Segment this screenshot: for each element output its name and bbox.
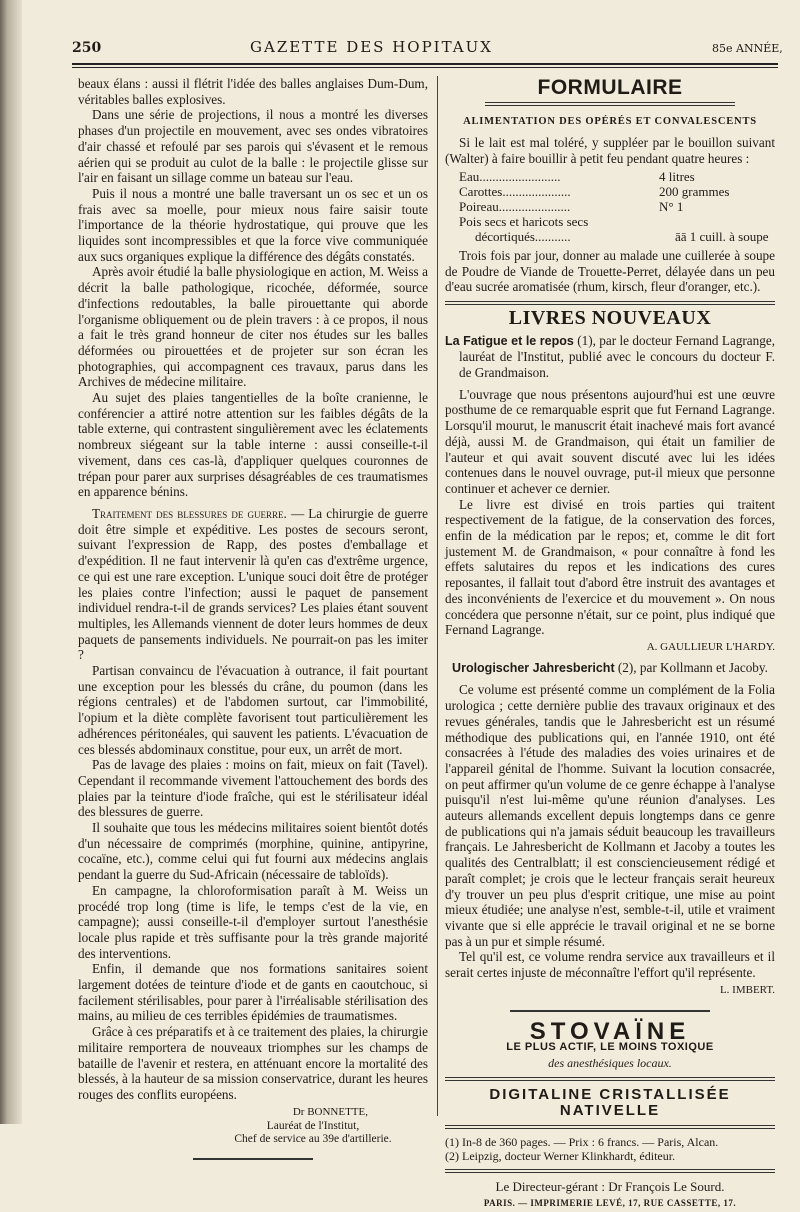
- author-title: Lauréat de l'Institut,: [266, 1120, 360, 1133]
- recipe-item: décortiqués........... āā 1 cuill. à soupe: [475, 228, 769, 244]
- paragraph: En campagne, la chloroformisation paraît à M. Weiss un procédé trop long (time is life, le temps c'est de la vie, en campagne); aussi conseille-t-il d'employer surtout l'anesthésie locale plus rapide et très suffisante pour la très grande majorité des interventions.: [78, 882, 428, 961]
- header-rule-thin: [72, 67, 778, 68]
- header-rule: [72, 63, 778, 65]
- paragraph: Après avoir étudié la balle physiologique en action, M. Weiss a décrit la balle pathologique, ricochée, déformée, source d'infections redoutables, la balle pirouettante qui aborde l'organisme obliquement ou de plein travers : à ce propos, il nous a fait le très grand honneur de citer nos études sur les balles déformées ou pirouettées et de projeter sur son écran les photographies, qui accompagnent ces travaux, parus dans les Archives de médecine militaire.: [78, 264, 428, 390]
- year-label: 85e ANNÉE,: [712, 42, 783, 55]
- column-divider: [437, 76, 438, 1116]
- section-heading: Traitement des blessures de guerre.: [92, 505, 287, 521]
- paragraph: L'ouvrage que nous présentons aujourd'hui est une œuvre posthume de ce remarquable esprit que fut Fernand Lagrange. Lorsqu'il mourut, le manuscrit était inachevé mais fort avancé déjà, aussi M. de Grandmaison, qui était un familier de l'auteur et qui avait souvent discuté avec lui les idées contenues dans le nouvel ouvrage, put-il mieux que personne continuer et achever ce dernier.: [445, 386, 775, 496]
- page-number: 250: [72, 40, 102, 56]
- footnote: (1) In-8 de 360 pages. — Prix : 6 francs. — Paris, Alcan.: [445, 1134, 719, 1149]
- page-edge: [0, 0, 22, 1124]
- paragraph: Tel qu'il est, ce volume rendra service aux travailleurs et il serait certes injuste de méconnaître l'effort qu'il représente.: [445, 949, 775, 981]
- section-rule: [445, 301, 775, 305]
- recipe-list: [445, 169, 775, 244]
- ad-stovaine-subline: des anesthésiques locaux.: [548, 1055, 672, 1070]
- paragraph: beaux élans : aussi il flétrit l'idée des balles anglaises Dum-Dum, véritables balles explosives.: [78, 76, 428, 107]
- heading-rule: [485, 102, 735, 106]
- ad-rule: [445, 1002, 775, 1018]
- book-meta: (1), par le docteur Fernand Lagrange, lauréat de l'Institut, publié avec le concours du docteur F. de Grandmaison.: [459, 332, 775, 381]
- paragraph: Enfin, il demande que nos formations sanitaires soient largement dotées de teinture d'iode et de gants en caoutchouc, si facilement stérilisables, pour parer à l'irréalisable stérilisation des mains, au milieu de ces terribles épidémies de traumatismes.: [78, 961, 428, 1024]
- directeur-gerant: Le Directeur-gérant : Dr François Le Sourd.: [495, 1178, 725, 1194]
- recipe-item: Poireau...................... N° 1: [459, 198, 684, 214]
- paragraph: Partisan convaincu de l'évacuation à outrance, il fait pourtant une exception pour les blessés du crâne, du poumon (dans les régions centrales) et de l'abdomen surtout, car l'immobilité, l'opium et la diète complète favorisent tout particulièrement les adhérences péritonéales, qui sauvent les patients. L'évacuation de ces blessés abdominaux constitue, pour eux, un arrêt de mort.: [78, 663, 428, 757]
- footer-rule: [445, 1169, 775, 1173]
- author-affiliation: Chef de service au 39e d'artillerie.: [234, 1133, 392, 1146]
- left-column: [78, 76, 428, 1170]
- ad-digitaline: DIGITALINE CRISTALLISÉE NATIVELLE: [489, 1086, 731, 1119]
- paragraph: Au sujet des plaies tangentielles de la boîte cranienne, le conférencier a attiré notre attention sur les faibles dégâts de la table externe, qui contrastent singulièrement avec les éclatements nombreux siégeant sur la table interne : aussi conseille-t-il vivement, dans ces cas-là, d'appliquer quelques couronnes de trépan pour parer aux surprises désagréables de ces traumatismes en apparence bénins.: [78, 390, 428, 500]
- recipe-item: Eau......................... 4 litres: [459, 168, 695, 184]
- recipe-item: Carottes..................... 200 grammes: [459, 183, 730, 199]
- ad-rule: [445, 1125, 775, 1129]
- author-signature: Dr BONNETTE,: [292, 1105, 368, 1118]
- end-ornament: [78, 1150, 428, 1166]
- paragraph: Grâce à ces préparatifs et à ce traitement des plaies, la chirurgie militaire remportera de nouveaux triomphes sur les champs de bataille de l'avenir et restera, en atténuant encore la mortalité des blessés, à la hauteur de sa mission conservatrice, durant les heures rouges des conflits européens.: [78, 1024, 428, 1102]
- book-meta: (2), par Kollmann et Jacoby.: [614, 659, 768, 675]
- running-title: GAZETTE DES HOPITAUX: [250, 38, 493, 56]
- ad-stovaine-tagline: LE PLUS ACTIF, LE MOINS TOXIQUE: [506, 1040, 714, 1053]
- review-signature: L. IMBERT.: [719, 983, 775, 996]
- paragraph: Puis il nous a montré une balle traversant un os sec et un os frais avec sa moelle, pour mieux nous faire saisir toute l'importance de la théorie hydrostatique, qui prouve que les liquides sont incompressibles et que la force vive communiquée aux sucs organiques explique la différence des dégâts constatés.: [78, 185, 428, 264]
- paragraph: Il souhaite que tous les médecins militaires soient bientôt dotés d'un nécessaire de comprimés (morphine, quinine, antipyrine, cocaïne, etc.), comme celui qui fut fourni aux médecins anglais pendant la guerre du Sud-Africain (nécessaire de tabloïds).: [78, 820, 428, 883]
- formulaire-subtitle: ALIMENTATION DES OPÉRÉS ET CONVALESCENTS: [463, 115, 757, 127]
- ad-rule: [445, 1077, 775, 1081]
- livres-heading: LIVRES NOUVEAUX: [508, 306, 712, 329]
- section-text: — La chirurgie de guerre doit être simple et expéditive. Les postes de secours seront, suivant l'expression de Rapp, des postes d'emballage et d'expédition. Il ne faut intervenir là qu'en cas d'extrême urgence, ce qui est une rare exception. L'unique souci doit être de protéger les plaies contre l'infection; aussi le paquet de pansement individuel rendra-t-il de grands services? Les plaies étant souvent multiples, les Allemands viennent de doter leurs hommes de deux paquets de pansements individuels. Ne pourrait-on pas les imiter ?: [78, 505, 428, 663]
- book-entry: [445, 660, 775, 677]
- paragraph: Pas de lavage des plaies : moins on fait, mieux on fait (Tavel). Cependant il recommande vivement l'attouchement des bords des plaies par la teinture d'iode fraîche, qui est le stérilisateur idéal des blessures de guerre.: [78, 757, 428, 820]
- formulaire-heading: FORMULAIRE: [537, 76, 683, 99]
- ad-stovaine: STOVAÏNE: [529, 1018, 691, 1046]
- recipe-intro: Si le lait est mal toléré, y suppléer par le bouillon suivant (Walter) à faire bouillir à petit feu pendant quatre heures :: [445, 135, 775, 167]
- paragraph: Dans une série de projections, il nous a montré les diverses phases d'un projectile en mouvement, avec ses ondes vibratoires d'air chassé et refoulé par ses parois qui s'évasent et le remous aérien qui se produit au culot de la balle : le projectile glisse sur l'air en faisant un sillage comme un bateau sur l'eau.: [78, 107, 428, 186]
- paragraph: Ce volume est présenté comme un complément de la Folia urologica ; cette dernière publie des travaux originaux et des revues générales, tandis que le Jahresbericht est un résumé méthodique des publications qui, en l'année 1910, ont été consacrées à l'étude des maladies des voies urinaires et de l'appareil génital de l'homme. Suivant la locution consacrée, on peut affirmer qu'un volume de ce genre échappe à l'analyse puisqu'il n'est lui-même qu'une réunion d'analyses. Les auteurs allemands excellent depuis longtemps dans ce genre de publications qui n'a jamais séduit beaucoup les travailleurs français. Le Jahresbericht de Kollmann et Jacoby a toutes les qualités des Centralblatt; il est consciencieusement rédigé et paraît complet; je crois que le lecteur français serait heureux d'y trouver un peu plus d'esprit critique, une mise au point mieux étudiée; une analyse n'est, semble-t-il, utile et vraiment vivante que si elle apprécie le travail original et ne se borne pas à un pur et simple résumé.: [445, 682, 775, 949]
- right-column: [445, 76, 775, 1212]
- book-title: La Fatigue et le repos: [445, 333, 574, 348]
- book-title: Urologischer Jahresbericht: [452, 660, 615, 675]
- section-paragraph: [78, 506, 428, 663]
- book-entry: [445, 333, 775, 381]
- recipe-item: Pois secs et haricots secs: [459, 213, 589, 229]
- review-signature: A. GAULLIEUR L'HARDY.: [646, 640, 775, 653]
- printer-imprint: PARIS. — IMPRIMERIE LEVÉ, 17, RUE CASSETTE, 17.: [483, 1198, 737, 1209]
- paragraph: Le livre est divisé en trois parties qui traitent respectivement de la fatigue, de la conservation des forces, enfin de la médication par le repos; et, comme le dit fort justement M. de Grandmaison, « pour connaître à fond les effets salutaires du repos et les indications des cures reposantes, il fallait tout d'abord être instruit des avantages et des inconvénients de l'exercice et du mouvement ». On nous concédera que personne n'était, sur ce point, plus indiqué que Fernand Lagrange.: [445, 496, 775, 638]
- footnote: (2) Leipzig, docteur Werner Klinkhardt, éditeur.: [445, 1148, 676, 1163]
- recipe-outro: Trois fois par jour, donner au malade une cuillerée à soupe de Poudre de Viande de Trouette-Perret, délayée dans un peu d'eau sucrée aromatisée (rhum, kirsch, fleur d'oranger, etc.).: [445, 247, 775, 295]
